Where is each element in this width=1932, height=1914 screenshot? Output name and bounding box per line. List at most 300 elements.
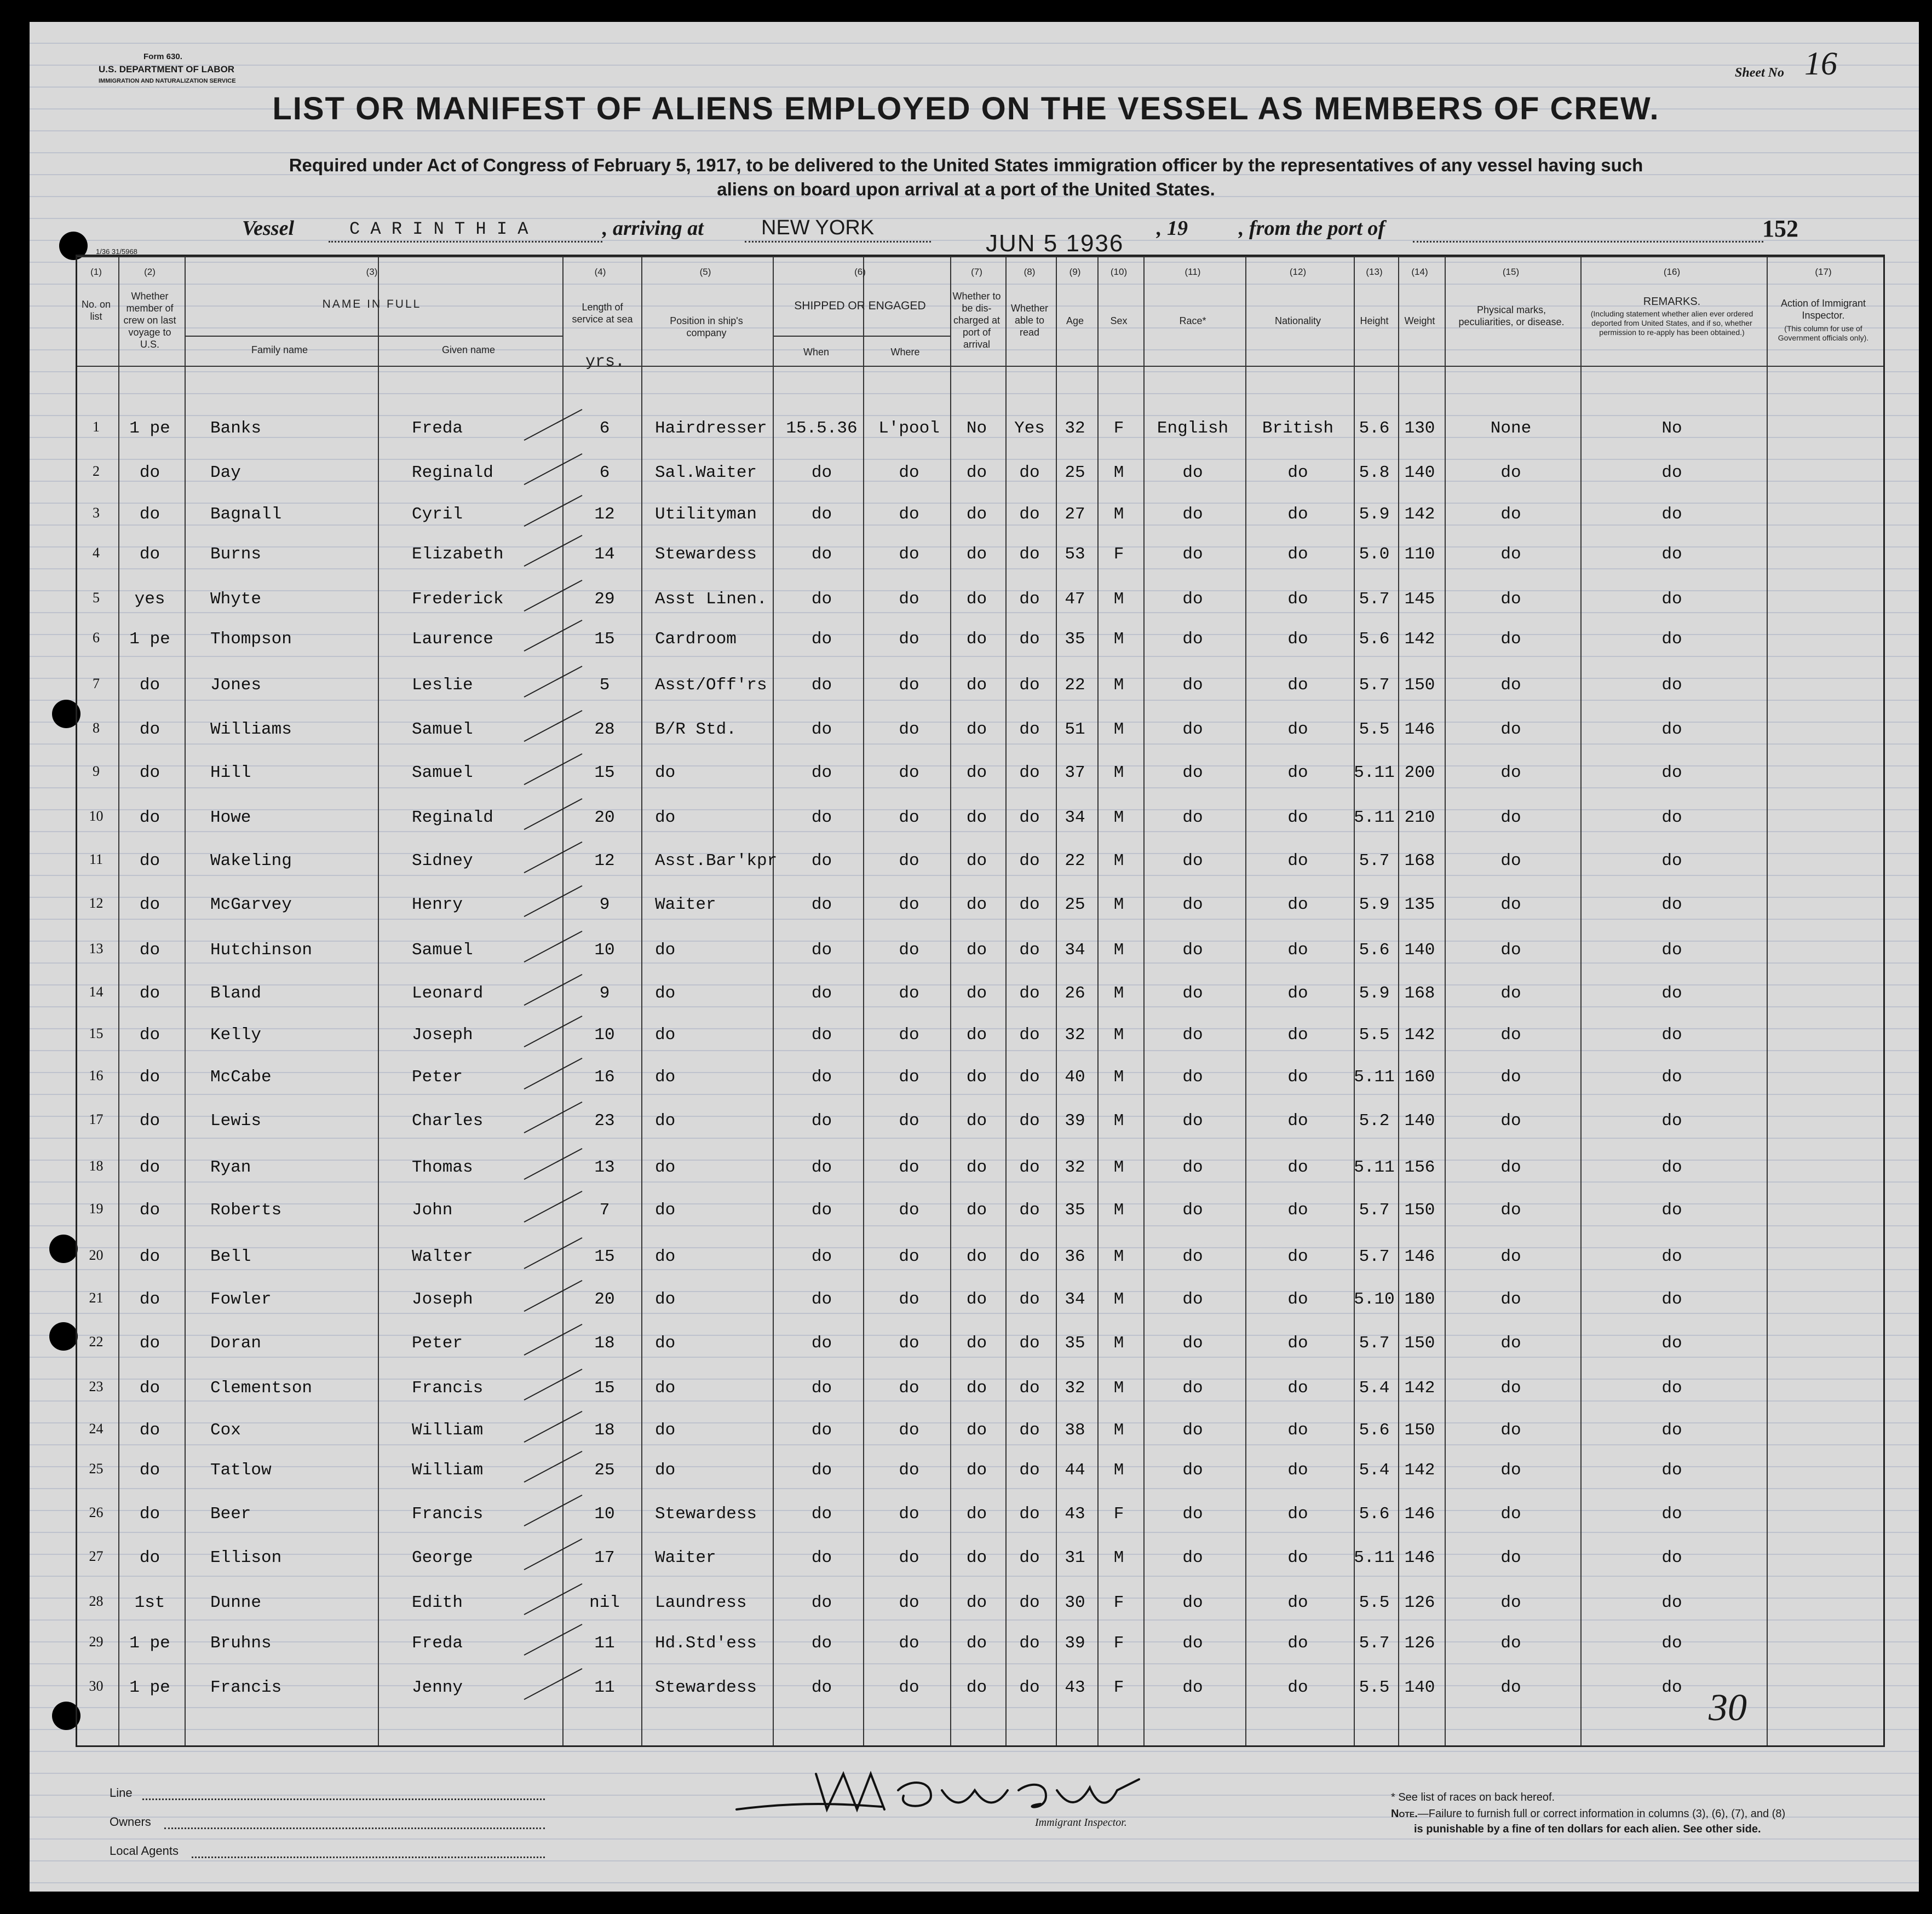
able-to-read-cell: do: [1019, 1421, 1040, 1440]
race-cell: do: [1182, 463, 1203, 482]
given-name-cell: Francis: [412, 1379, 484, 1398]
able-to-read-cell: do: [1019, 1593, 1040, 1612]
discharged-cell: do: [966, 851, 987, 870]
height-cell: 5.11: [1354, 763, 1395, 782]
height-cell: 5.11: [1354, 808, 1395, 827]
physical-marks-cell: do: [1500, 1111, 1521, 1131]
sex-cell: F: [1113, 1634, 1124, 1653]
position-cell: do: [655, 1201, 676, 1220]
family-name-cell: Thompson: [210, 630, 292, 649]
physical-marks-cell: do: [1500, 763, 1521, 782]
weight-cell: 126: [1404, 1634, 1435, 1653]
family-name-cell: Jones: [210, 676, 262, 695]
position-cell: Cardroom: [655, 630, 737, 649]
col-num-14: (14): [1411, 267, 1428, 277]
discharged-cell: do: [966, 1421, 987, 1440]
height-cell: 5.7: [1359, 851, 1390, 870]
race-cell: do: [1182, 1593, 1203, 1612]
physical-marks-cell: do: [1500, 1461, 1521, 1480]
able-to-read-cell: do: [1019, 808, 1040, 827]
height-cell: 5.7: [1359, 590, 1390, 609]
remarks-cell: do: [1661, 1678, 1682, 1697]
last-voyage-cell: do: [139, 463, 160, 482]
weight-cell: 156: [1404, 1158, 1435, 1177]
last-voyage-cell: do: [139, 505, 160, 524]
date-stamp: JUN 5 1936: [986, 230, 1124, 257]
height-cell: 5.5: [1359, 1678, 1390, 1697]
row-number: 16: [89, 1068, 104, 1083]
race-cell: do: [1182, 1158, 1203, 1177]
race-cell: do: [1182, 1421, 1203, 1440]
footer-owners-label: Owners: [110, 1815, 151, 1829]
physical-marks-cell: do: [1500, 720, 1521, 739]
weight-cell: 180: [1404, 1290, 1435, 1309]
race-cell: English: [1157, 419, 1229, 438]
weight-cell: 210: [1404, 808, 1435, 827]
discharged-cell: do: [966, 1634, 987, 1653]
height-cell: 5.6: [1359, 941, 1390, 960]
age-cell: 32: [1065, 1025, 1085, 1045]
col-num-13: (13): [1366, 267, 1383, 277]
height-cell: 5.7: [1359, 1201, 1390, 1220]
row-number: 18: [89, 1158, 104, 1174]
given-name-cell: Reginald: [412, 463, 493, 482]
physical-marks-cell: None: [1490, 419, 1532, 438]
length-of-service-cell: 10: [594, 941, 615, 960]
sex-cell: M: [1113, 1290, 1124, 1309]
age-cell: 35: [1065, 630, 1085, 649]
family-name-cell: Wakeling: [210, 851, 292, 870]
weight-cell: 135: [1404, 895, 1435, 914]
shipped-when-cell: do: [811, 676, 832, 695]
last-voyage-cell: yes: [134, 590, 165, 609]
age-cell: 34: [1065, 941, 1085, 960]
position-cell: do: [655, 1247, 676, 1266]
race-cell: do: [1182, 1247, 1203, 1266]
nationality-cell: British: [1262, 419, 1334, 438]
header-nationality: Nationality: [1274, 315, 1321, 326]
nationality-cell: do: [1287, 1634, 1308, 1653]
last-voyage-cell: 1 pe: [129, 1678, 170, 1697]
family-name-cell: McGarvey: [210, 895, 292, 914]
length-of-service-cell: 15: [594, 630, 615, 649]
shipped-when-cell: do: [811, 590, 832, 609]
row-number: 5: [93, 590, 100, 606]
row-number: 10: [89, 808, 104, 824]
length-of-service-cell: 10: [594, 1504, 615, 1524]
able-to-read-cell: do: [1019, 1379, 1040, 1398]
header-sex: Sex: [1110, 315, 1128, 326]
shipped-where-cell: do: [899, 1504, 919, 1524]
length-of-service-cell: 17: [594, 1548, 615, 1567]
remarks-cell: do: [1661, 1111, 1682, 1131]
shipped-where-cell: do: [899, 1201, 919, 1220]
given-name-cell: Joseph: [412, 1025, 473, 1045]
shipped-when-cell: do: [811, 1158, 832, 1177]
shipped-when-cell: do: [811, 505, 832, 524]
age-cell: 22: [1065, 676, 1085, 695]
remarks-cell: do: [1661, 1068, 1682, 1087]
physical-marks-cell: do: [1500, 590, 1521, 609]
shipped-where-cell: do: [899, 676, 919, 695]
shipped-when-cell: do: [811, 763, 832, 782]
row-number: 24: [89, 1421, 104, 1437]
able-to-read-cell: do: [1019, 1247, 1040, 1266]
discharged-cell: do: [966, 463, 987, 482]
given-name-cell: Leslie: [412, 676, 473, 695]
physical-marks-cell: do: [1500, 1247, 1521, 1266]
shipped-where-cell: do: [899, 505, 919, 524]
physical-marks-cell: do: [1500, 984, 1521, 1003]
weight-cell: 200: [1404, 763, 1435, 782]
failure-note: [1391, 1808, 1785, 1820]
able-to-read-cell: do: [1019, 505, 1040, 524]
row-number: 2: [93, 463, 100, 479]
position-cell: do: [655, 984, 676, 1003]
last-voyage-cell: do: [139, 851, 160, 870]
nationality-cell: do: [1287, 505, 1308, 524]
weight-cell: 150: [1404, 676, 1435, 695]
position-cell: do: [655, 1158, 676, 1177]
discharged-cell: do: [966, 545, 987, 564]
position-cell: do: [655, 808, 676, 827]
header-remarks: REMARKS.: [1643, 296, 1701, 308]
arrival-port: NEW YORK: [761, 216, 875, 239]
race-cell: do: [1182, 851, 1203, 870]
discharged-cell: do: [966, 1678, 987, 1697]
physical-marks-cell: do: [1500, 1201, 1521, 1220]
weight-cell: 168: [1404, 851, 1435, 870]
family-name-cell: Francis: [210, 1678, 282, 1697]
shipped-when-cell: do: [811, 895, 832, 914]
age-cell: 32: [1065, 1158, 1085, 1177]
sheet-number: 16: [1804, 45, 1837, 82]
physical-marks-cell: do: [1500, 505, 1521, 524]
age-cell: 36: [1065, 1247, 1085, 1266]
last-voyage-cell: do: [139, 984, 160, 1003]
age-cell: 38: [1065, 1421, 1085, 1440]
shipped-where-cell: do: [899, 1334, 919, 1353]
last-voyage-cell: 1 pe: [129, 419, 170, 438]
given-name-cell: Edith: [412, 1593, 463, 1612]
discharged-cell: do: [966, 1158, 987, 1177]
nationality-cell: do: [1287, 941, 1308, 960]
shipped-when-cell: do: [811, 1678, 832, 1697]
position-cell: do: [655, 1379, 676, 1398]
shipped-where-cell: L'pool: [878, 419, 940, 438]
discharged-cell: do: [966, 720, 987, 739]
given-name-cell: William: [412, 1461, 484, 1480]
physical-marks-cell: do: [1500, 1379, 1521, 1398]
shipped-when-cell: do: [811, 545, 832, 564]
height-cell: 5.10: [1354, 1290, 1395, 1309]
shipped-when-cell: do: [811, 1334, 832, 1353]
discharged-cell: do: [966, 1247, 987, 1266]
header-no-on-list: No. on list: [81, 299, 111, 322]
length-of-service-cell: 12: [594, 505, 615, 524]
nationality-cell: do: [1287, 1111, 1308, 1131]
col-num-5: (5): [699, 267, 711, 277]
remarks-cell: do: [1661, 1548, 1682, 1567]
length-of-service-cell: 23: [594, 1111, 615, 1131]
vessel-dotted-line: [329, 241, 602, 243]
row-number: 11: [89, 851, 104, 867]
form-number: Form 630.: [143, 52, 182, 61]
given-name-cell: John: [412, 1201, 453, 1220]
physical-marks-cell: do: [1500, 1634, 1521, 1653]
able-to-read-cell: do: [1019, 895, 1040, 914]
given-name-cell: Thomas: [412, 1158, 473, 1177]
shipped-where-cell: do: [899, 941, 919, 960]
shipped-when-cell: do: [811, 808, 832, 827]
col-num-12: (12): [1289, 267, 1307, 277]
sex-cell: M: [1113, 1158, 1124, 1177]
last-voyage-cell: do: [139, 1158, 160, 1177]
service-name: IMMIGRATION AND NATURALIZATION SERVICE: [99, 78, 236, 84]
last-voyage-cell: do: [139, 1290, 160, 1309]
family-name-cell: Doran: [210, 1334, 262, 1353]
given-name-cell: Samuel: [412, 763, 473, 782]
manifest-subtitle-line2: aliens on board upon arrival at a port of the United States.: [717, 179, 1215, 199]
last-voyage-cell: do: [139, 1504, 160, 1524]
col-num-7: (7): [971, 267, 982, 277]
last-voyage-cell: do: [139, 1461, 160, 1480]
row-number: 22: [89, 1334, 104, 1350]
length-of-service-cell: 15: [594, 1379, 615, 1398]
age-cell: 32: [1065, 419, 1085, 438]
sex-cell: M: [1113, 720, 1124, 739]
sex-cell: M: [1113, 763, 1124, 782]
print-code: 1/36 31/5968: [96, 247, 137, 256]
shipped-when-cell: do: [811, 1068, 832, 1087]
age-cell: 34: [1065, 808, 1085, 827]
nationality-cell: do: [1287, 984, 1308, 1003]
physical-marks-cell: do: [1500, 630, 1521, 649]
last-voyage-cell: do: [139, 1201, 160, 1220]
from-port-dotted-line: [1413, 241, 1763, 243]
height-cell: 5.6: [1359, 419, 1390, 438]
age-cell: 35: [1065, 1334, 1085, 1353]
length-of-service-cell: 11: [594, 1678, 615, 1697]
nationality-cell: do: [1287, 895, 1308, 914]
race-cell: do: [1182, 763, 1203, 782]
nationality-cell: do: [1287, 630, 1308, 649]
given-name-cell: Walter: [412, 1247, 473, 1266]
position-cell: do: [655, 1025, 676, 1045]
row-number: 28: [89, 1593, 104, 1609]
given-name-cell: Cyril: [412, 505, 463, 524]
remarks-cell: do: [1661, 676, 1682, 695]
family-name-cell: Beer: [210, 1504, 251, 1524]
position-cell: do: [655, 1421, 676, 1440]
manifest-title: LIST OR MANIFEST OF ALIENS EMPLOYED ON THE VESSEL AS MEMBERS OF CREW.: [272, 91, 1660, 126]
sex-cell: M: [1113, 1548, 1124, 1567]
shipped-where-cell: do: [899, 1025, 919, 1045]
height-cell: 5.11: [1354, 1068, 1395, 1087]
age-cell: 53: [1065, 545, 1085, 564]
physical-marks-cell: do: [1500, 1025, 1521, 1045]
shipped-when-cell: do: [811, 1290, 832, 1309]
able-to-read-cell: do: [1019, 941, 1040, 960]
race-cell: do: [1182, 941, 1203, 960]
age-cell: 34: [1065, 1290, 1085, 1309]
header-last-voyage: Whether member of crew on last voyage to U.S.: [123, 291, 176, 350]
shipped-where-cell: do: [899, 545, 919, 564]
position-cell: Hd.Std'ess: [655, 1634, 757, 1653]
physical-marks-cell: do: [1500, 1421, 1521, 1440]
remarks-cell: do: [1661, 1025, 1682, 1045]
header-weight: Weight: [1404, 315, 1435, 326]
shipped-where-cell: do: [899, 1634, 919, 1653]
row-number: 20: [89, 1247, 104, 1263]
family-name-cell: Day: [210, 463, 241, 482]
sex-cell: F: [1113, 1504, 1124, 1524]
length-of-service-cell: 12: [594, 851, 615, 870]
col-num-1: (1): [90, 267, 102, 277]
given-name-cell: Freda: [412, 419, 463, 438]
family-name-cell: Fowler: [210, 1290, 272, 1309]
header-given-name: Given name: [441, 344, 496, 355]
sex-cell: M: [1113, 1421, 1124, 1440]
height-cell: 5.7: [1359, 1247, 1390, 1266]
race-cell: do: [1182, 1334, 1203, 1353]
weight-cell: 150: [1404, 1201, 1435, 1220]
able-to-read-cell: do: [1019, 1290, 1040, 1309]
remarks-cell: do: [1661, 1421, 1682, 1440]
able-to-read-cell: do: [1019, 1025, 1040, 1045]
given-name-cell: William: [412, 1421, 484, 1440]
able-to-read-cell: do: [1019, 463, 1040, 482]
age-cell: 39: [1065, 1111, 1085, 1131]
able-to-read-cell: Yes: [1014, 419, 1045, 438]
family-name-cell: Whyte: [210, 590, 262, 609]
weight-cell: 142: [1404, 505, 1435, 524]
weight-cell: 150: [1404, 1421, 1435, 1440]
discharged-cell: do: [966, 984, 987, 1003]
position-cell: Stewardess: [655, 1504, 757, 1524]
discharged-cell: do: [966, 630, 987, 649]
remarks-cell: do: [1661, 1379, 1682, 1398]
race-cell: do: [1182, 1379, 1203, 1398]
given-name-cell: Francis: [412, 1504, 484, 1524]
row-number: 14: [89, 984, 104, 1000]
col-num-8: (8): [1024, 267, 1036, 277]
race-note: * See list of races on back hereof.: [1391, 1791, 1555, 1803]
family-name-cell: Kelly: [210, 1025, 262, 1045]
header-discharged: Whether to be dis- charged at port of arrival: [952, 291, 1001, 350]
shipped-when-cell: do: [811, 1504, 832, 1524]
position-cell: do: [655, 763, 676, 782]
nationality-cell: do: [1287, 851, 1308, 870]
col-num-16: (16): [1663, 267, 1681, 277]
shipped-where-cell: do: [899, 984, 919, 1003]
nationality-cell: do: [1287, 676, 1308, 695]
row-number: 17: [89, 1111, 104, 1127]
remarks-cell: do: [1661, 1290, 1682, 1309]
length-of-service-cell: 11: [594, 1634, 615, 1653]
given-name-cell: Peter: [412, 1068, 463, 1087]
able-to-read-cell: do: [1019, 676, 1040, 695]
family-name-cell: Ellison: [210, 1548, 282, 1567]
weight-cell: 142: [1404, 1461, 1435, 1480]
length-of-service-cell: 13: [594, 1158, 615, 1177]
page-code: 152: [1762, 215, 1798, 242]
weight-cell: 140: [1404, 463, 1435, 482]
remarks-cell: do: [1661, 505, 1682, 524]
position-cell: do: [655, 1068, 676, 1087]
row-number: 23: [89, 1379, 104, 1394]
height-cell: 5.0: [1359, 545, 1390, 564]
row-number: 15: [89, 1025, 104, 1041]
sex-cell: M: [1113, 941, 1124, 960]
position-cell: Stewardess: [655, 545, 757, 564]
given-name-cell: Joseph: [412, 1290, 473, 1309]
sex-cell: M: [1113, 1379, 1124, 1398]
height-cell: 5.7: [1359, 1334, 1390, 1353]
height-cell: 5.11: [1354, 1548, 1395, 1567]
shipped-where-cell: do: [899, 763, 919, 782]
discharged-cell: do: [966, 941, 987, 960]
able-to-read-cell: do: [1019, 1201, 1040, 1220]
height-cell: 5.7: [1359, 676, 1390, 695]
age-cell: 51: [1065, 720, 1085, 739]
position-cell: Asst Linen.: [655, 590, 767, 609]
nationality-cell: do: [1287, 1025, 1308, 1045]
nationality-cell: do: [1287, 720, 1308, 739]
remarks-cell: do: [1661, 1334, 1682, 1353]
row-number: 8: [93, 720, 100, 736]
col-num-10: (10): [1110, 267, 1128, 277]
race-cell: do: [1182, 676, 1203, 695]
physical-marks-cell: do: [1500, 808, 1521, 827]
shipped-where-cell: do: [899, 1068, 919, 1087]
discharged-cell: do: [966, 1290, 987, 1309]
sex-cell: M: [1113, 1068, 1124, 1087]
row-number: 4: [93, 545, 100, 561]
length-of-service-cell: 5: [599, 676, 610, 695]
race-cell: do: [1182, 984, 1203, 1003]
physical-marks-cell: do: [1500, 1504, 1521, 1524]
race-cell: do: [1182, 1290, 1203, 1309]
nationality-cell: do: [1287, 545, 1308, 564]
able-to-read-cell: do: [1019, 984, 1040, 1003]
position-cell: Asst.Bar'kpr: [655, 851, 778, 870]
shipped-where-cell: do: [899, 1158, 919, 1177]
length-of-service-cell: 9: [599, 984, 610, 1003]
given-name-cell: Reginald: [412, 808, 493, 827]
given-name-cell: Laurence: [412, 630, 493, 649]
remarks-cell: do: [1661, 808, 1682, 827]
able-to-read-cell: do: [1019, 1158, 1040, 1177]
race-cell: do: [1182, 895, 1203, 914]
race-cell: do: [1182, 545, 1203, 564]
manifest-subtitle-line1: Required under Act of Congress of February 5, 1917, to be delivered to the United States immigration officer by the representatives of any vessel having such: [289, 155, 1643, 175]
row-number: 12: [89, 895, 104, 911]
col-num-4: (4): [594, 267, 606, 277]
remarks-cell: do: [1661, 1201, 1682, 1220]
length-of-service-cell: 25: [594, 1461, 615, 1480]
shipped-when-cell: do: [811, 984, 832, 1003]
shipped-where-cell: do: [899, 1247, 919, 1266]
header-action-note: (This column for use of Government officials only).: [1778, 324, 1869, 342]
shipped-when-cell: do: [811, 1201, 832, 1220]
family-name-cell: Dunne: [210, 1593, 262, 1612]
port-dotted-line: [745, 241, 931, 243]
remarks-cell: do: [1661, 1593, 1682, 1612]
given-name-cell: Samuel: [412, 941, 473, 960]
weight-cell: 160: [1404, 1068, 1435, 1087]
remarks-cell: do: [1661, 984, 1682, 1003]
